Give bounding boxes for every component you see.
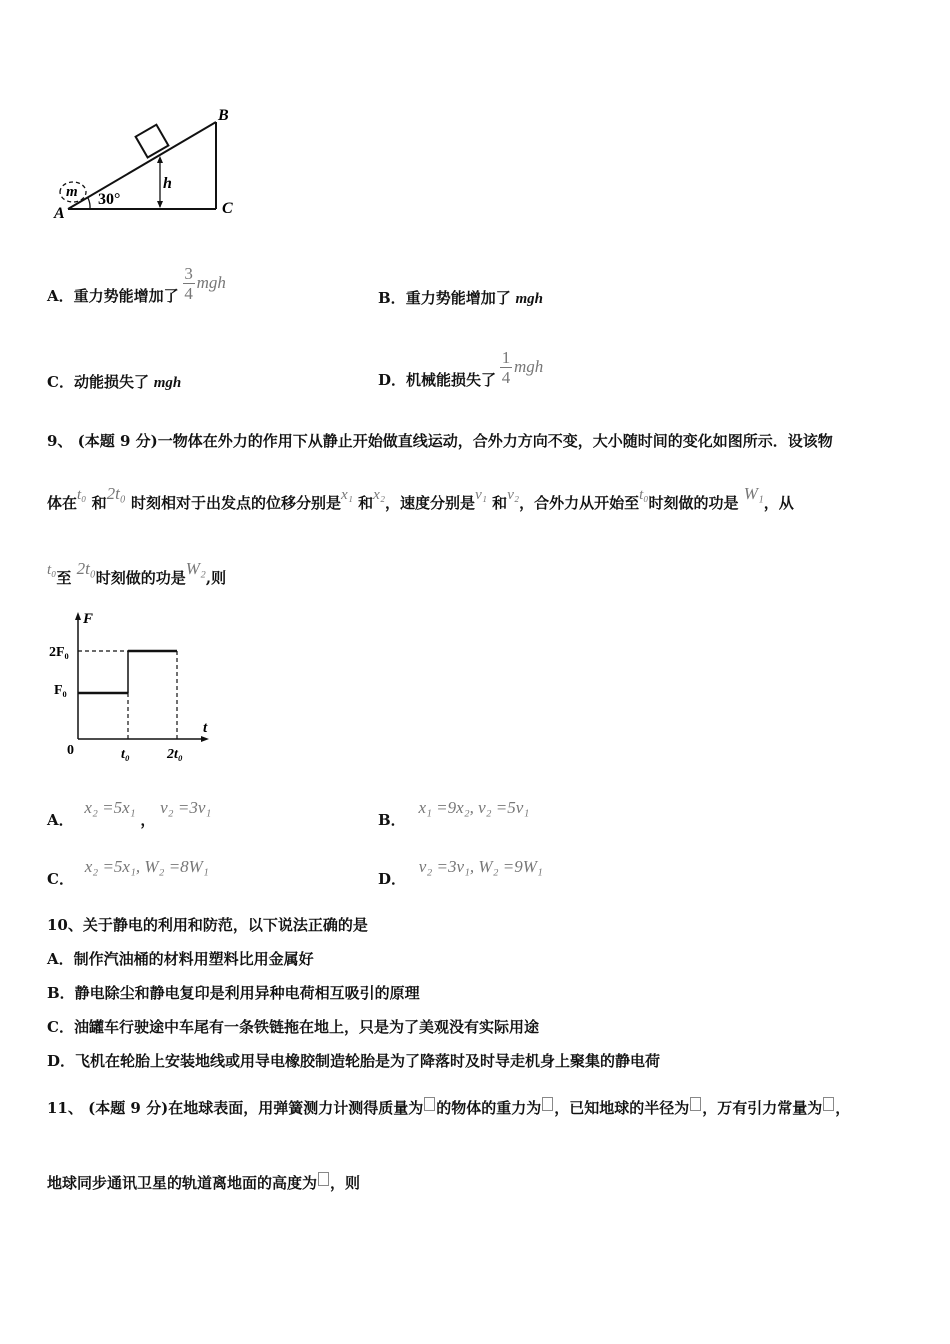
q9-stem-line1: 9、 (本题 9 分)一物体在外力的作用下从静止开始做直线运动，合外力方向不变，大小随时间的变化如图所示．设该物 [47, 432, 833, 450]
q8-option-d: D． 机械能损失了 $\frac{1}{4}$ mgh [378, 347, 544, 389]
placeholder-box [424, 1097, 435, 1111]
label-h: h [163, 175, 172, 192]
label-F: F [83, 611, 94, 627]
label-m: m [66, 184, 78, 200]
fraction-3-4: $\frac{3}{4}$ [184, 263, 193, 303]
q8-option-b: B．重力势能增加了 mgh [378, 289, 543, 307]
q10-option-b: B．静电除尘和静电复印是利用异种电荷相互吸引的原理 [47, 984, 420, 1002]
placeholder-box [690, 1097, 701, 1111]
q9-option-a: A． x₂ =5x₁ ， v₂ =3v₁ [47, 798, 212, 829]
q8-option-c: C．动能损失了 mgh [47, 373, 182, 391]
label-tick-2t0: 2t₀ [167, 747, 183, 762]
q9-option-c: C． x₂ =5x₁, W₂ =8W₁ [47, 857, 209, 888]
angle-arc [88, 198, 90, 209]
q9-option-d: D． v₂ =3v₁, W₂ =9W₁ [378, 857, 543, 888]
incline-figure [50, 100, 250, 225]
label-angle: 30° [98, 191, 121, 208]
q9-option-b: B． x₁ =9x₂, v₂ =5v₁ [378, 798, 530, 829]
q10-option-d: D．飞机在轮胎上安装地线或用导电橡胶制造轮胎是为了降落时及时导走机身上聚集的静电荷 [47, 1052, 661, 1070]
placeholder-box [318, 1172, 329, 1186]
label-B: B [218, 107, 229, 124]
q9-stem-line2: 体在t₀ 和2t₀ 时刻相对于出发点的位移分别是x₁ 和x₂，速度分别是v₁ 和v₂，合外力从开始至t₀时刻做的功是 W₁，从 [47, 484, 794, 512]
q10-option-c: C．油罐车行驶途中车尾有一条铁链拖在地上，只是为了美观没有实际用途 [47, 1018, 539, 1036]
q11-stem-line1: 11、 (本题 9 分)在地球表面，用弹簧测力计测得质量为 的物体的重力为 ，已知地球的半径为 ，万有引力常量为 ， [47, 1099, 851, 1117]
q8-option-a: A． 重力势能增加了 $\frac{3}{4}$ mgh [47, 263, 226, 305]
q9-stem-line3: t₀至 2t₀时刻做的功是W₂,则 [47, 559, 227, 587]
placeholder-box [823, 1097, 834, 1111]
label-t: t [203, 720, 208, 736]
q10-option-a: A．制作汽油桶的材料用塑料比用金属好 [47, 950, 314, 968]
label-C: C [222, 200, 233, 217]
label-origin: 0 [67, 743, 74, 758]
q11-stem-line2: 地球同步通讯卫星的轨道离地面的高度为 ，则 [47, 1174, 361, 1192]
placeholder-box [542, 1097, 553, 1111]
label-tick-t0: t₀ [121, 747, 130, 762]
q10-stem: 10、关于静电的利用和防范，以下说法正确的是 [47, 916, 368, 934]
label-2F0: 2F₀ [49, 645, 69, 660]
label-F0: F₀ [54, 683, 67, 698]
fraction-1-4: $\frac{1}{4}$ [501, 347, 511, 387]
label-A: A [54, 205, 65, 222]
force-time-graph [45, 606, 225, 766]
